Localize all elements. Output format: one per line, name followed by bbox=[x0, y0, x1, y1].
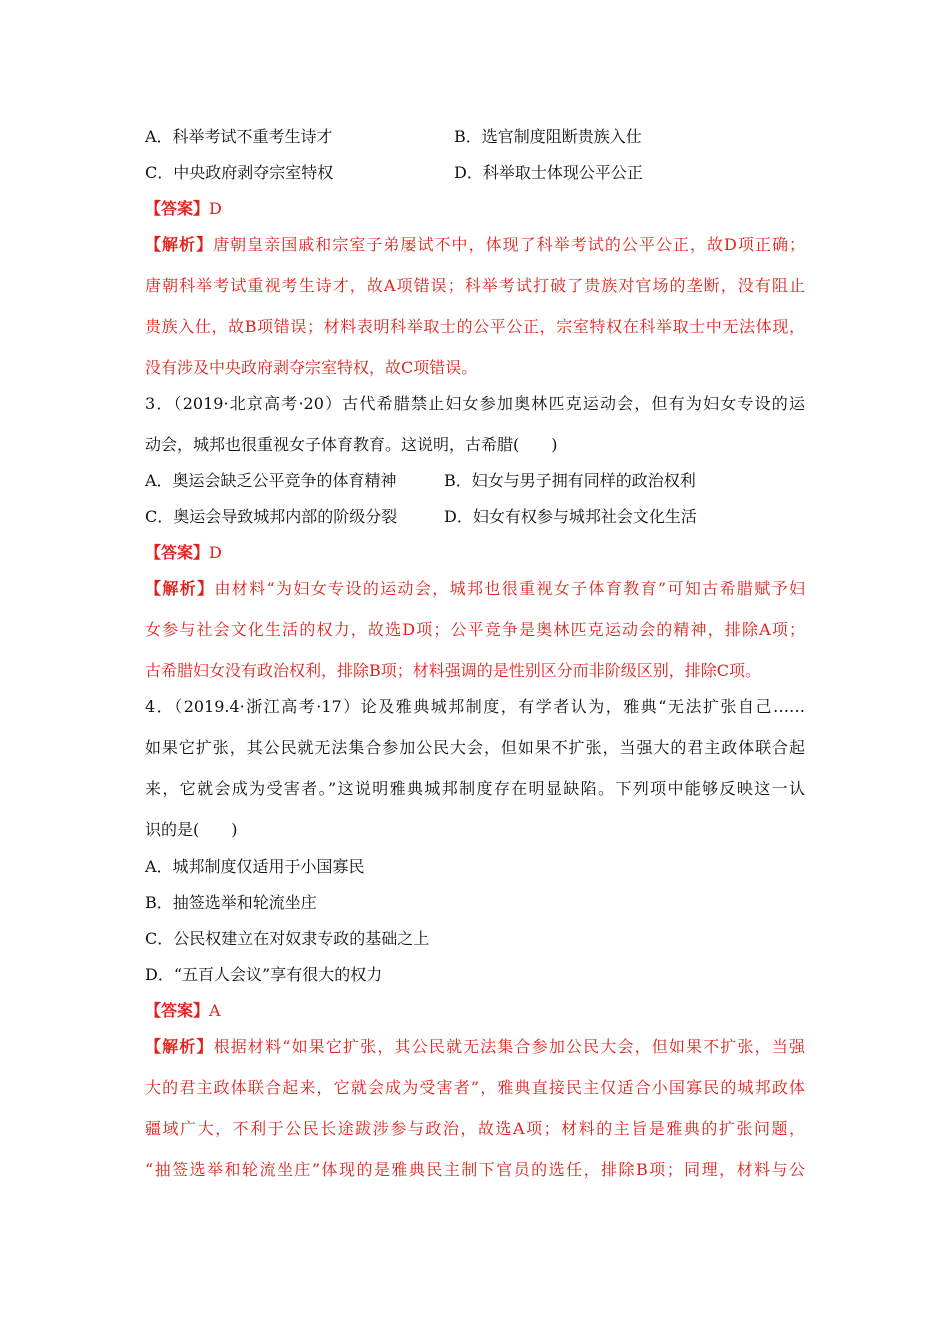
q4-option-b: B．抽签选举和轮流坐庄 bbox=[145, 893, 317, 912]
analysis-tag: 【解析】 bbox=[145, 235, 214, 254]
answer-value: D bbox=[209, 199, 222, 218]
q4-analysis-line-4: “抽签选举和轮流坐庄”体现的是雅典民主制下官员的选任，排除B项；同理，材料与公 bbox=[145, 1160, 805, 1179]
q2-analysis-line-1: 【解析】唐朝皇亲国戚和宗室子弟屡试不中，体现了科举考试的公平公正，故D项正确； bbox=[145, 235, 805, 254]
q2-option-c: C．中央政府剥夺宗室特权 bbox=[145, 163, 334, 182]
q3-option-d: D．妇女有权参与城邦社会文化生活 bbox=[444, 507, 697, 526]
q3-option-a: A．奥运会缺乏公平竞争的体育精神 bbox=[145, 471, 397, 490]
q4-option-a: A．城邦制度仅适用于小国寡民 bbox=[145, 857, 365, 876]
q4-stem-line-4: 识的是( ) bbox=[145, 820, 238, 839]
q4-option-c: C．公民权建立在对奴隶专政的基础之上 bbox=[145, 929, 430, 948]
q3-option-c: C．奥运会导致城邦内部的阶级分裂 bbox=[145, 507, 398, 526]
q4-answer bbox=[145, 1000, 221, 1022]
q2-analysis-line-2: 唐朝科举考试重视考生诗才，故A项错误；科举考试打破了贵族对官场的垄断，没有阻止 bbox=[145, 276, 805, 295]
q3-answer bbox=[145, 542, 222, 564]
q4-stem-line-3: 来，它就会成为受害者。”这说明雅典城邦制度存在明显缺陷。下列项中能够反映这一认 bbox=[145, 779, 805, 798]
answer-tag: 【答案】 bbox=[145, 199, 210, 218]
q2-option-b: B．选官制度阻断贵族入仕 bbox=[454, 127, 642, 146]
q3-stem-line-2: 动会，城邦也很重视女子体育教育。这说明，古希腊( ) bbox=[145, 435, 558, 454]
q3-option-b: B．妇女与男子拥有同样的政治权利 bbox=[444, 471, 696, 490]
q3-analysis-line-3: 古希腊妇女没有政治权利，排除B项；材料强调的是性别区分而非阶级区别，排除C项。 bbox=[145, 661, 762, 680]
q4-analysis-line-2: 大的君主政体联合起来，它就会成为受害者”，雅典直接民主仅适合小国寡民的城邦政体 bbox=[145, 1078, 805, 1097]
q4-analysis-line-1: 【解析】根据材料“如果它扩张，其公民就无法集合参加公民大会，但如果不扩张，当强 bbox=[145, 1037, 805, 1056]
answer-value: D bbox=[209, 543, 222, 562]
q4-option-d: D．“五百人会议”享有很大的权力 bbox=[145, 965, 383, 984]
q3-analysis-line-2: 女参与社会文化生活的权力，故选D项；公平竞争是奥林匹克运动会的精神，排除A项； bbox=[145, 620, 805, 639]
q3-stem-line-1: 3．（2019·北京高考·20）古代希腊禁止妇女参加奥林匹克运动会，但有为妇女专设的运 bbox=[145, 394, 805, 413]
q4-stem-line-2: 如果它扩张，其公民就无法集合参加公民大会，但如果不扩张，当强大的君主政体联合起 bbox=[145, 738, 805, 757]
q2-analysis-line-4: 没有涉及中央政府剥夺宗室特权，故C项错误。 bbox=[145, 358, 478, 377]
q2-option-a: A．科举考试不重考生诗才 bbox=[145, 127, 333, 146]
answer-tag: 【答案】 bbox=[145, 543, 210, 562]
q2-option-d: D．科举取士体现公平公正 bbox=[454, 163, 643, 182]
answer-tag: 【答案】 bbox=[145, 1001, 210, 1020]
q3-analysis-line-1: 【解析】由材料“为妇女专设的运动会，城邦也很重视女子体育教育”可知古希腊赋予妇 bbox=[145, 579, 805, 598]
answer-value: A bbox=[209, 1001, 221, 1020]
analysis-tag: 【解析】 bbox=[145, 1037, 214, 1056]
q4-stem-line-1: 4．（2019.4·浙江高考·17）论及雅典城邦制度，有学者认为，雅典“无法扩张自己…… bbox=[145, 697, 805, 716]
q4-analysis-line-3: 疆域广大，不利于公民长途跋涉参与政治，故选A项；材料的主旨是雅典的扩张问题， bbox=[145, 1119, 805, 1138]
q2-analysis-line-3: 贵族入仕，故B项错误；材料表明科举取士的公平公正，宗室特权在科举取士中无法体现， bbox=[145, 317, 805, 336]
analysis-tag: 【解析】 bbox=[145, 579, 215, 598]
q2-answer bbox=[145, 198, 222, 220]
